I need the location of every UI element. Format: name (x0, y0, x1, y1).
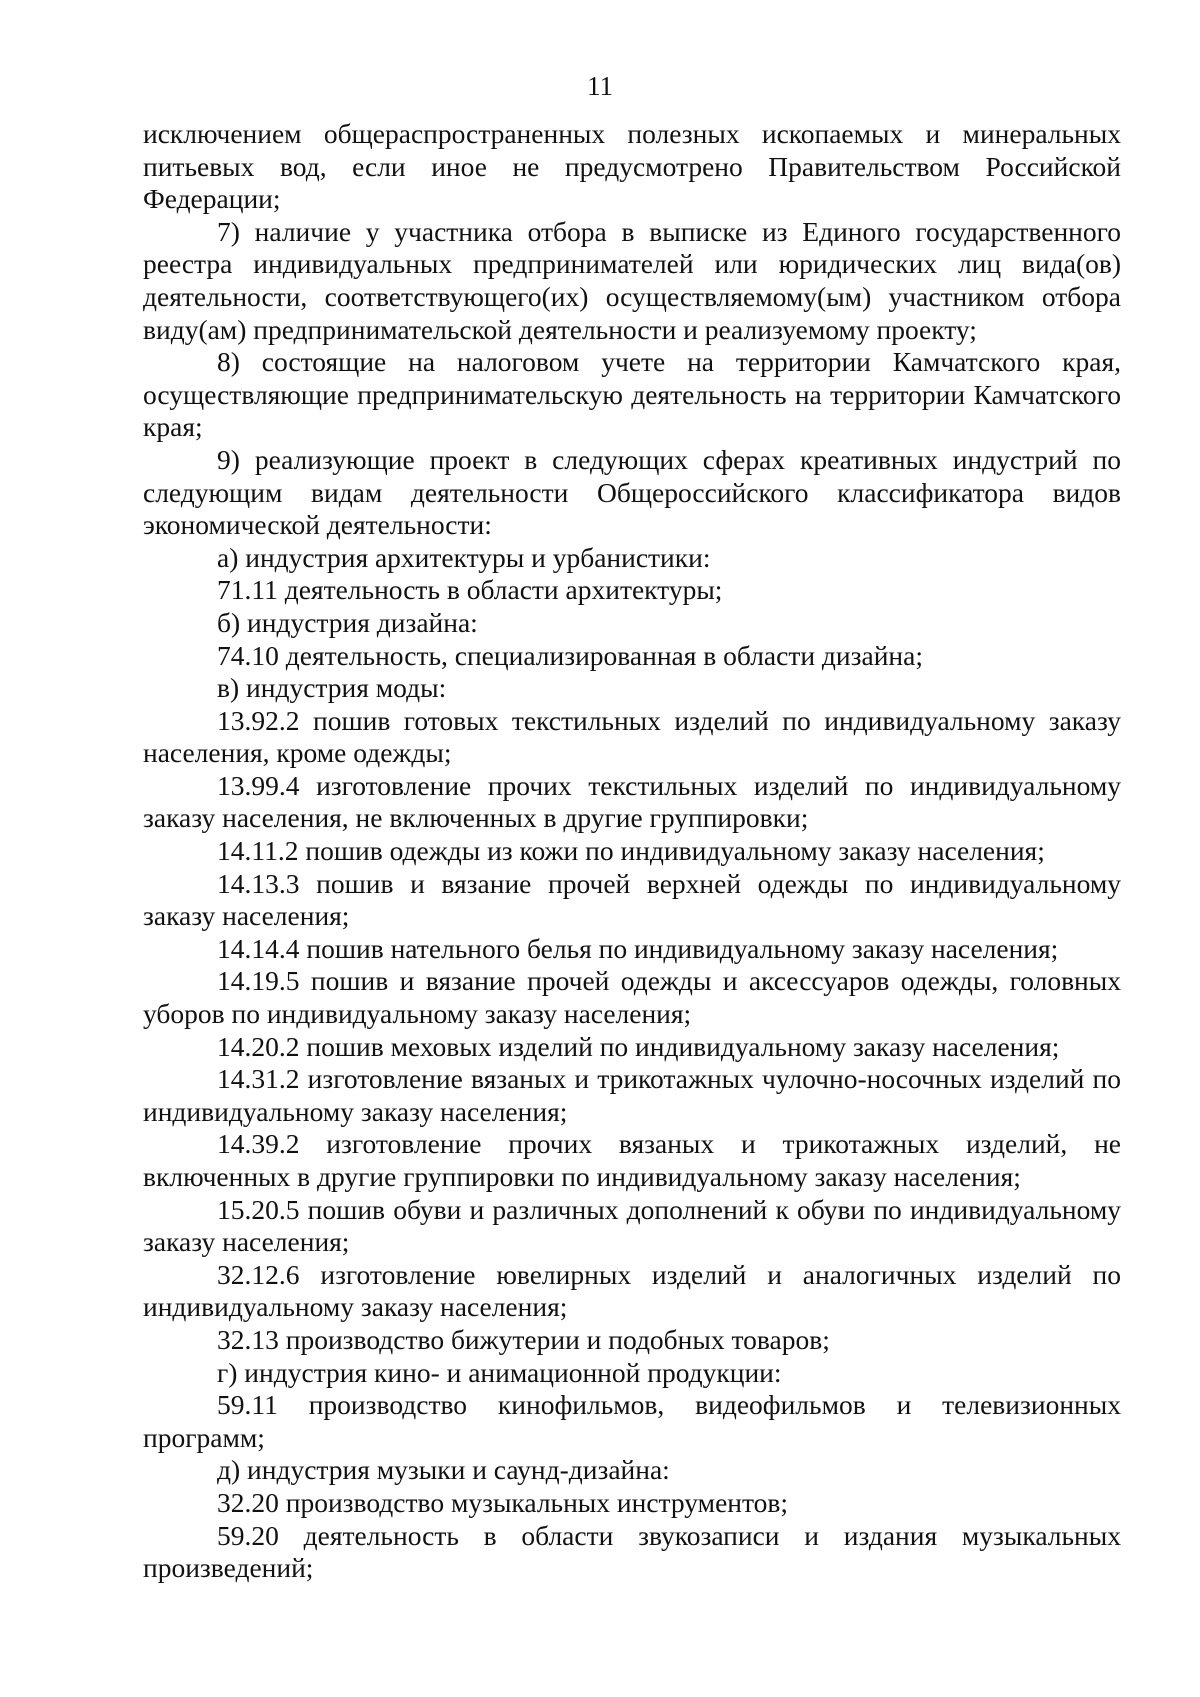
paragraph: в) индустрия моды: (217, 672, 447, 704)
paragraph: 13.92.2 пошив готовых текстильных изделий по индивидуальному заказу населения, кроме одежды; (143, 704, 1121, 769)
paragraph: 8) состоящие на налоговом учете на территории Камчатского края, осуществляющие предпринимательскую деятельность на территории Камчатского края; (143, 346, 1121, 443)
paragraph: 32.13 производство бижутерии и подобных товаров; (217, 1323, 830, 1355)
paragraph: 13.99.4 изготовление прочих текстильных изделий по индивидуальному заказу населения, не включенных в другие группировки; (143, 769, 1121, 834)
paragraph: исключением общераспространенных полезных ископаемых и минеральных питьевых вод, если иное не предусмотрено Правительством Российской Федерации; (143, 118, 1121, 215)
paragraph: 14.11.2 пошив одежды из кожи по индивидуальному заказу населения; (217, 835, 1045, 867)
paragraph: 7) наличие у участника отбора в выписке из Единого государственного реестра индивидуальных предпринимателей или юридических лиц вида(ов) деятельности, соответствующего(их) осуществляемому(ым) участником отбора виду(ам) предпринимательской деятельности и реализуемому проекту; (143, 215, 1121, 345)
paragraph: 14.39.2 изготовление прочих вязаных и трикотажных изделий, не включенных в другие группировки по индивидуальному заказу населения; (143, 1128, 1121, 1192)
paragraph: 32.20 производство музыкальных инструментов; (217, 1486, 789, 1518)
paragraph: 14.31.2 изготовление вязаных и трикотажных чулочно-носочных изделий по индивидуальному заказу населения; (143, 1063, 1121, 1127)
paragraph: г) индустрия кино- и анимационной продукции: (217, 1356, 782, 1388)
paragraph: 9) реализующие проект в следующих сферах креативных индустрий по следующим видам деятельности Общероссийского классификатора видов экономической деятельности: (143, 443, 1121, 541)
paragraph: д) индустрия музыки и саунд-дизайна: (217, 1454, 670, 1486)
paragraph: 15.20.5 пошив обуви и различных дополнений к обуви по индивидуальному заказу населения; (143, 1193, 1121, 1258)
paragraph: 74.10 деятельность, специализированная в области дизайна; (217, 639, 923, 671)
paragraph: 14.13.3 пошив и вязание прочей верхней одежды по индивидуальному заказу населения; (143, 867, 1121, 932)
paragraph: а) индустрия архитектуры и урбанистики: (217, 541, 711, 573)
paragraph: 71.11 деятельность в области архитектуры; (217, 574, 723, 606)
document-body (143, 118, 1121, 1585)
paragraph: 14.20.2 пошив меховых изделий по индивидуальному заказу населения; (217, 1030, 1060, 1062)
page-number: 11 (587, 71, 613, 101)
paragraph: б) индустрия дизайна: (217, 606, 478, 638)
paragraph: 59.11 производство кинофильмов, видеофильмов и телевизионных программ; (143, 1389, 1121, 1453)
paragraph: 14.19.5 пошив и вязание прочей одежды и аксессуаров одежды, головных уборов по индивидуальному заказу населения; (143, 965, 1121, 1030)
paragraph: 59.20 деятельность в области звукозаписи и издания музыкальных произведений; (143, 1519, 1121, 1584)
paragraph: 14.14.4 пошив нательного белья по индивидуальному заказу населения; (217, 932, 1059, 964)
paragraph: 32.12.6 изготовление ювелирных изделий и аналогичных изделий по индивидуальному заказу населения; (143, 1258, 1121, 1323)
